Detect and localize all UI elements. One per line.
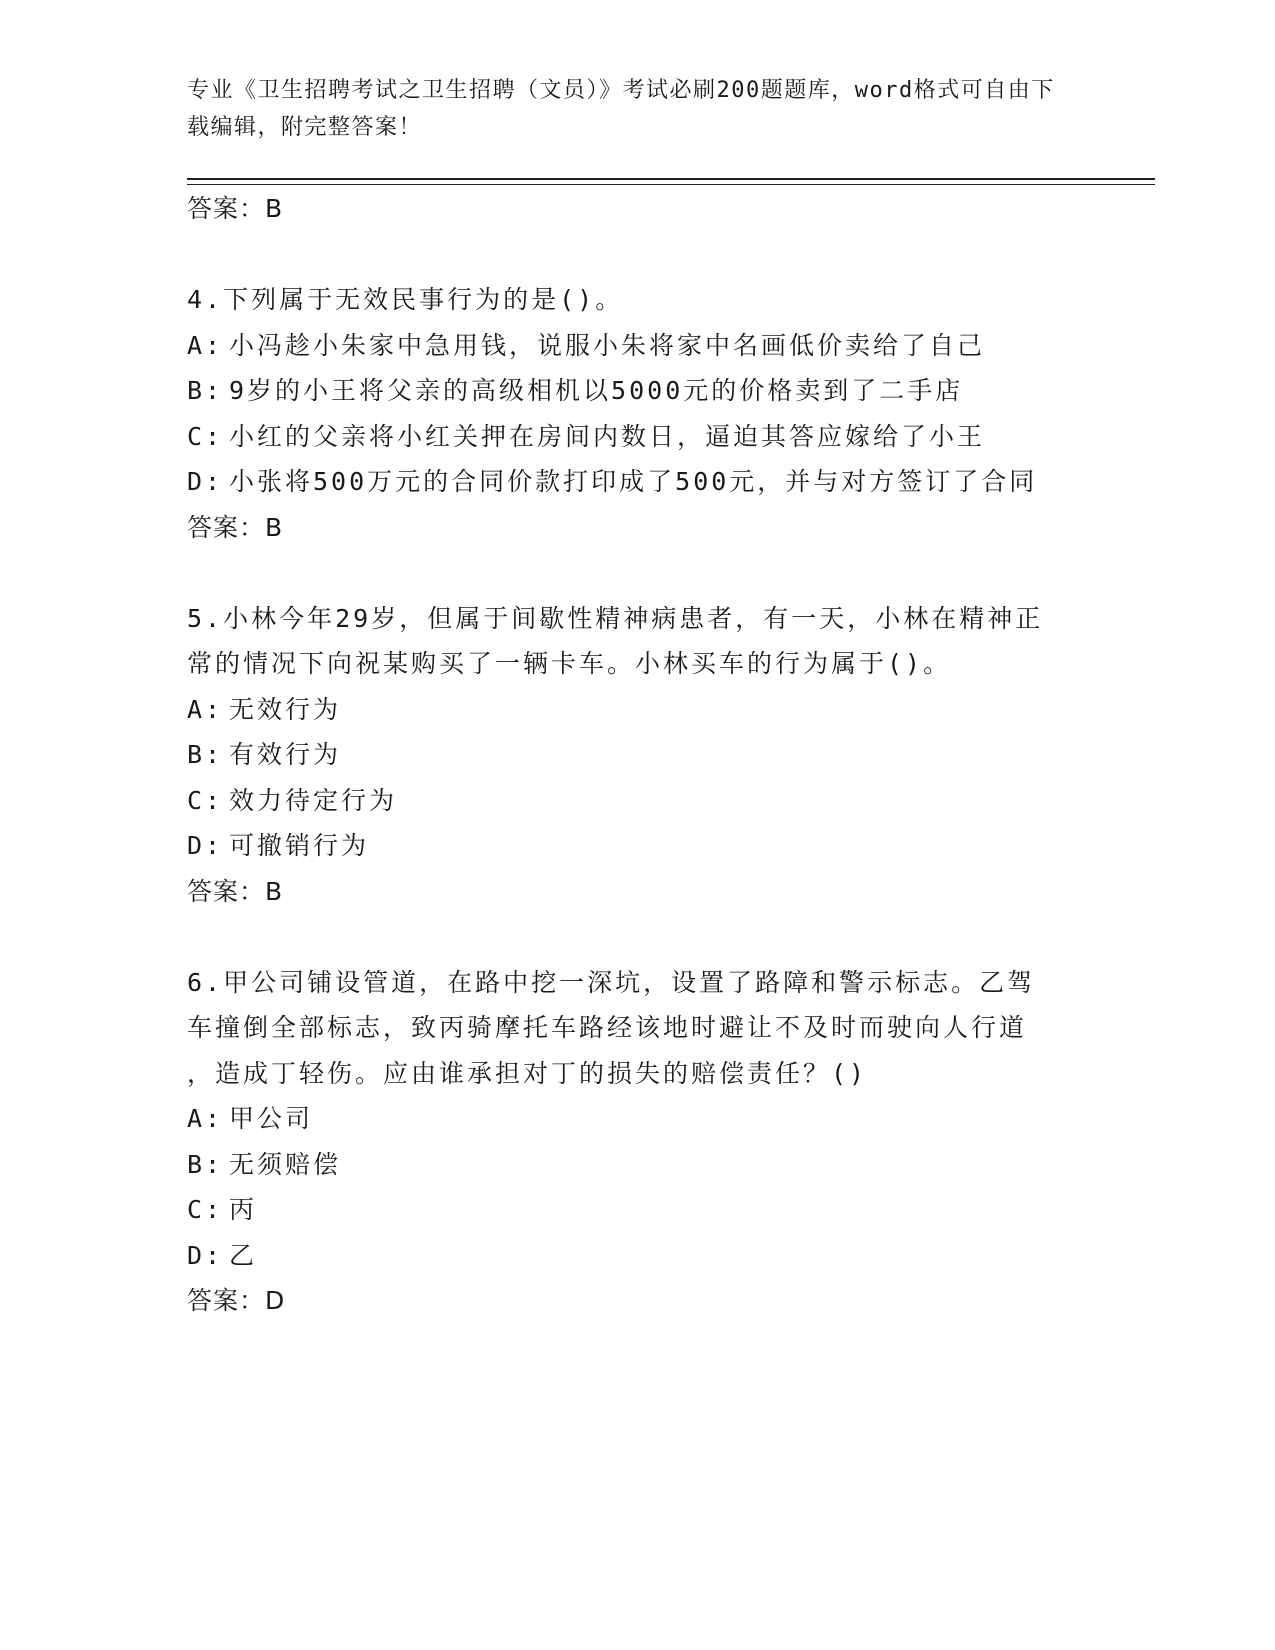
spacer [187, 914, 1087, 960]
option-text: 丙 [229, 1195, 258, 1224]
option-c [187, 1187, 1087, 1233]
option-text: 无须赔偿 [229, 1149, 342, 1179]
option-letter: D: [187, 831, 224, 860]
option-letter: D: [187, 1240, 224, 1270]
question-text: 6.甲公司铺设管道，在路中挖一深坑，设置了路障和警示标志。乙驾 [187, 967, 1036, 997]
header-rule-thick [187, 178, 1155, 180]
question-block-4 [187, 277, 1087, 550]
option-a [187, 1096, 1087, 1142]
option-text: 小张将500万元的合同价款打印成了500元，并与对方签订了合同 [229, 467, 1038, 496]
option-letter: C: [187, 785, 224, 815]
option-letter: D: [187, 467, 224, 496]
option-text: 效力待定行为 [229, 785, 398, 815]
option-b [187, 732, 1087, 778]
document-header: 专业《卫生招聘考试之卫生招聘（文员）》考试必刷200题题库，word格式可自由下载编辑，附完整答案！ [187, 78, 1055, 140]
option-a [187, 687, 1087, 733]
option-letter: B: [187, 1149, 224, 1179]
question-text: 车撞倒全部标志，致丙骑摩托车路经该地时避让不及时而驶向人行道 [187, 1013, 1028, 1042]
header-rule-thin [187, 184, 1155, 185]
option-letter: A: [187, 694, 224, 724]
option-d [187, 823, 1087, 869]
option-text: 无效行为 [229, 694, 342, 724]
answer-line: 答案：B [187, 876, 284, 906]
option-letter: C: [187, 421, 224, 451]
spacer [187, 232, 1087, 278]
option-text: 乙 [229, 1240, 258, 1270]
option-a [187, 323, 1087, 369]
option-letter: A: [187, 330, 224, 360]
option-letter: B: [187, 740, 224, 769]
option-c [187, 414, 1087, 460]
option-text: 小红的父亲将小红关押在房间内数日，逼迫其答应嫁给了小王 [229, 421, 986, 451]
question-list [187, 186, 1087, 1324]
option-c [187, 778, 1087, 824]
option-text: 有效行为 [229, 740, 342, 769]
spacer [187, 550, 1087, 596]
option-text: 甲公司 [229, 1104, 314, 1133]
option-text: 小冯趁小朱家中急用钱，说服小朱将家中名画低价卖给了自己 [229, 330, 986, 360]
option-letter: B: [187, 376, 224, 405]
question-block-5 [187, 596, 1087, 915]
question-text: ，造成丁轻伤。应由谁承担对丁的损失的赔偿责任？() [187, 1058, 868, 1088]
option-d [187, 459, 1087, 505]
option-b [187, 368, 1087, 414]
option-letter: C: [187, 1195, 224, 1224]
option-text: 9岁的小王将父亲的高级相机以5000元的价格卖到了二手店 [229, 376, 964, 405]
option-d [187, 1233, 1087, 1279]
option-b [187, 1142, 1087, 1188]
answer-line: 答案：D [187, 1286, 286, 1315]
question-text: 5.小林今年29岁，但属于间歇性精神病患者，有一天，小林在精神正 [187, 603, 1044, 633]
answer-line: 答案：B [187, 512, 284, 542]
option-letter: A: [187, 1104, 224, 1133]
answer-line: 答案：B [187, 194, 284, 223]
option-text: 可撤销行为 [229, 831, 370, 860]
question-text: 4.下列属于无效民事行为的是()。 [187, 285, 624, 314]
question-block-6 [187, 960, 1087, 1324]
question-text: 常的情况下向祝某购买了一辆卡车。小林买车的行为属于()。 [187, 649, 952, 678]
